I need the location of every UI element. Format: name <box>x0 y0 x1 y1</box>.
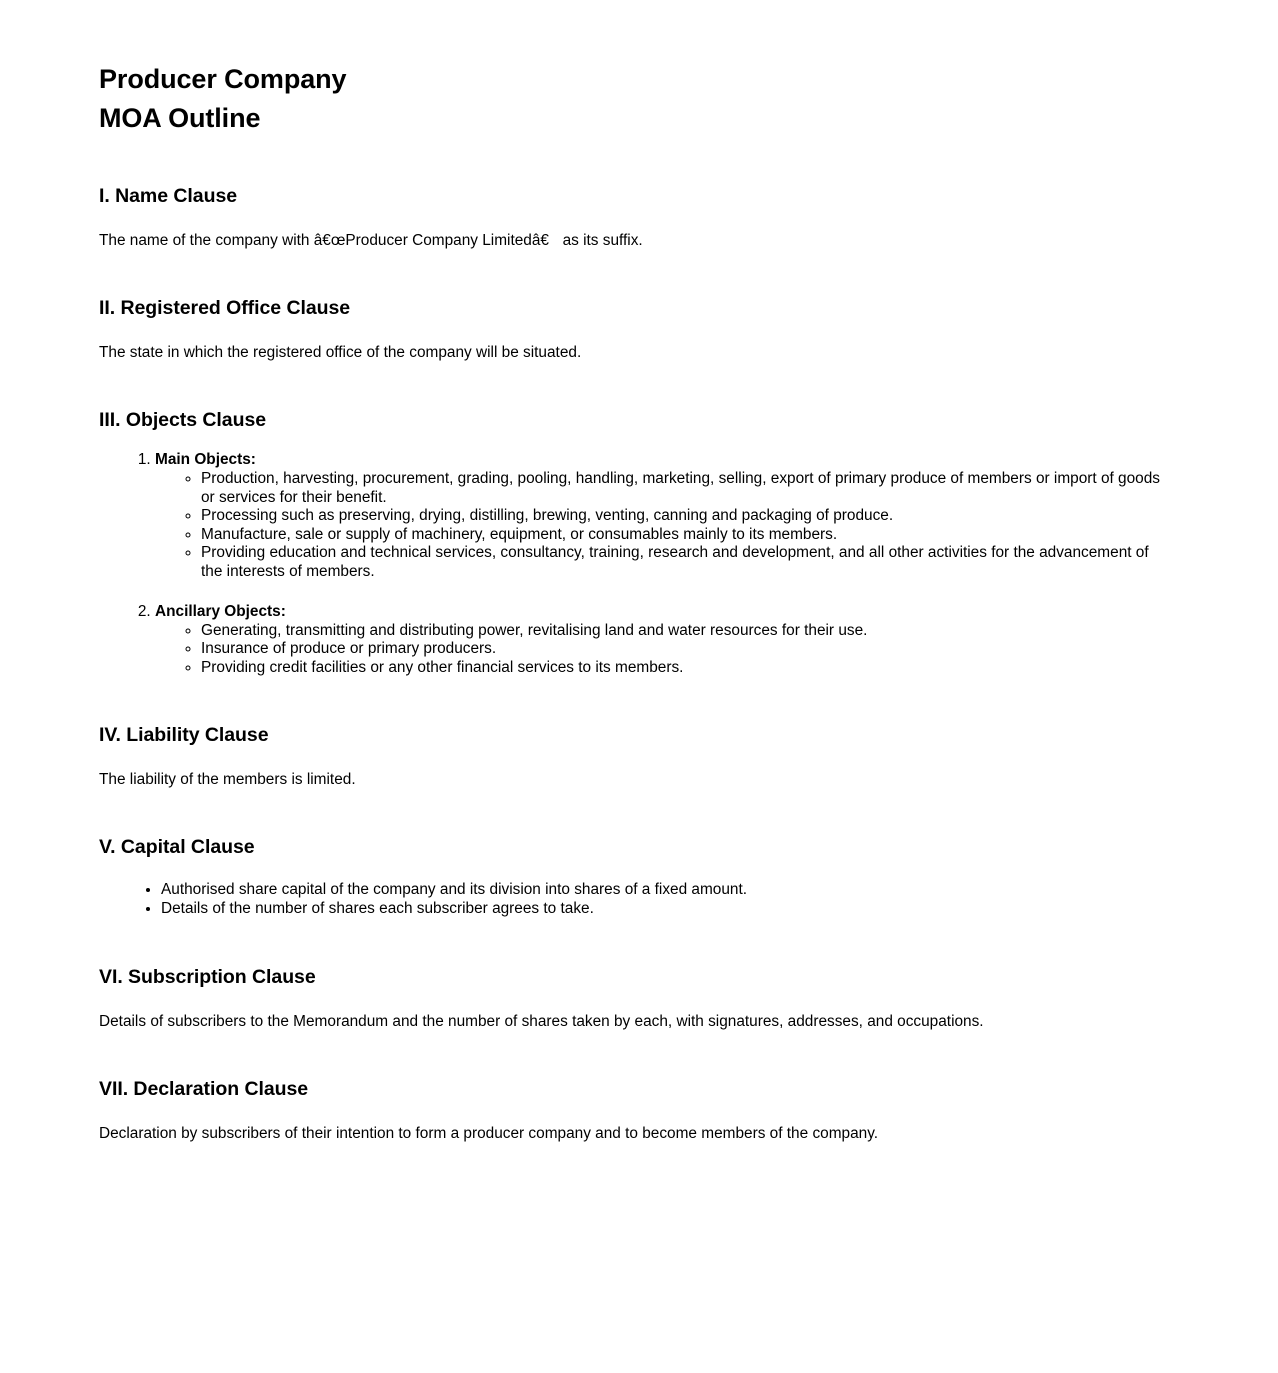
heading-name-clause: I. Name Clause <box>99 185 238 207</box>
text-registered-office-clause: The state in which the registered office of the company will be situated. <box>99 344 582 361</box>
heading-declaration-clause: VII. Declaration Clause <box>99 1077 309 1100</box>
objects-list <box>99 450 1186 677</box>
text-name-clause: The name of the company with â€œProducer Company Limitedâ€ as its suffix. <box>99 232 643 249</box>
heading-capital-clause: V. Capital Clause <box>99 836 255 859</box>
heading-subscription-clause: VI. Subscription Clause <box>99 965 316 988</box>
capital-clause-list <box>99 881 1186 918</box>
list-item <box>155 602 1186 678</box>
heading-registered-office-clause: II. Registered Office Clause <box>99 297 351 319</box>
objects-group-label: Main Objects: <box>155 451 256 468</box>
heading-liability-clause: IV. Liability Clause <box>99 724 269 747</box>
list-item: ◦ Manufacture, sale or supply of machinery, equipment, or consumables mainly to its members. <box>201 526 1161 545</box>
text-declaration-clause: Declaration by subscribers of their intention to form a producer company and to become members of the company. <box>99 1124 879 1142</box>
list-item <box>155 450 1186 582</box>
objects-group-label: Ancillary Objects: <box>155 602 286 620</box>
page-title <box>99 60 1186 138</box>
bottom-spacer <box>99 1143 1186 1333</box>
list-item: ◦ Providing credit facilities or any other financial services to its members. <box>201 659 1161 678</box>
list-item: ◦ Insurance of produce or primary producers. <box>201 640 1161 659</box>
list-item: ◦ Processing such as preserving, drying, distilling, brewing, venting, canning and packaging of produce. <box>201 507 1161 526</box>
objects-sublist-main <box>155 470 1186 582</box>
page-title-line-2: MOA Outline <box>99 103 261 133</box>
objects-sublist-ancillary <box>155 622 1186 678</box>
text-liability-clause: The liability of the members is limited. <box>99 771 356 789</box>
heading-objects-clause: III. Objects Clause <box>99 409 267 431</box>
list-item: ◦ Providing education and technical services, consultancy, training, research and development, and all other activities for the advancement of the interests of members. <box>201 544 1161 581</box>
list-item: ◦ Production, harvesting, procurement, grading, pooling, handling, marketing, selling, export of primary produce of members or import of goods or services for their benefit. <box>201 470 1161 507</box>
page-title-line-1: Producer Company <box>99 64 347 94</box>
list-item: ◦ Generating, transmitting and distributing power, revitalising land and water resources for their use. <box>201 622 1161 641</box>
text-subscription-clause: Details of subscribers to the Memorandum and the number of shares taken by each, with signatures, addresses, and occupations. <box>99 1012 984 1030</box>
list-item: • Details of the number of shares each subscriber agrees to take. <box>161 900 1186 919</box>
list-item: • Authorised share capital of the company and its division into shares of a fixed amount. <box>161 881 1186 900</box>
